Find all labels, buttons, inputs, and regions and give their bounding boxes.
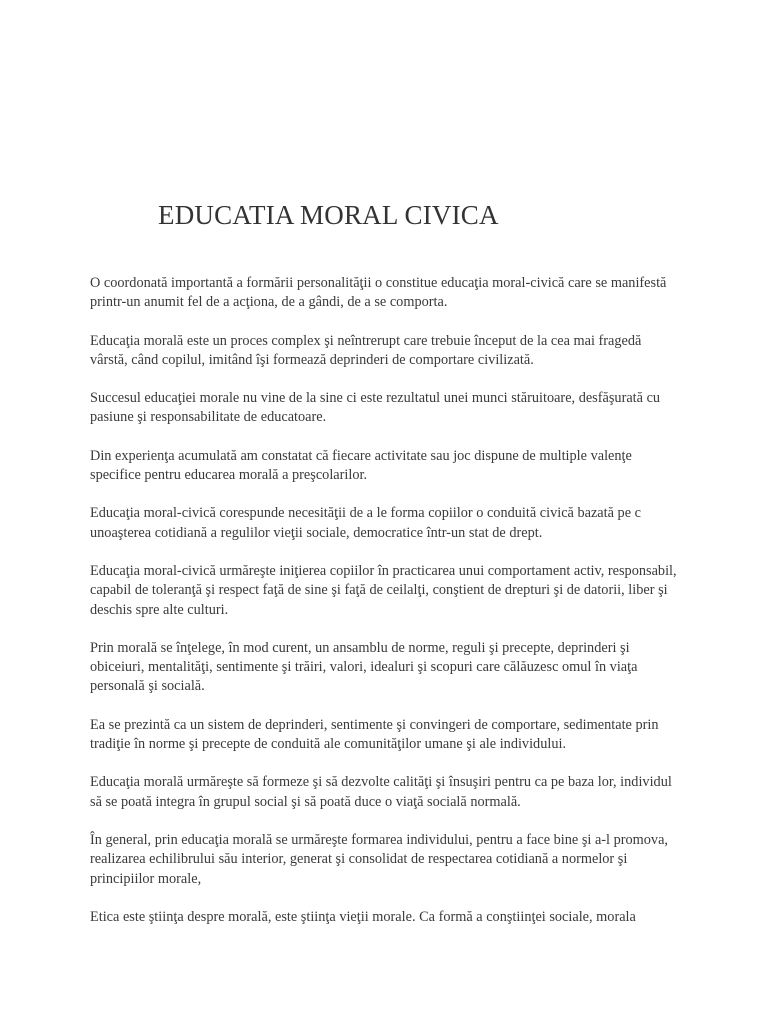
paragraph: Ea se prezintă ca un sistem de deprinderi, sentimente şi convingeri de comportare, sedimentate prin tradiţie în norme şi precepte de conduită ale comunităţilor umane şi ale individului. xyxy=(90,716,659,753)
paragraph: Educaţia moral-civică urmăreşte iniţierea copiilor în practicarea unui comportament activ, responsabil, capabil de toleranţă şi respect faţă de sine şi faţă de ceilalţi, conştient de drepturi şi de datorii, liber şi deschis spre alte culturi. xyxy=(90,562,677,618)
paragraph: Educaţia moral-civică corespunde necesităţii de a le forma copiilor o conduită civică bazată pe c unoaşterea cotidiană a regulilor vieţii sociale, democratice într-un stat de drept. xyxy=(90,505,641,541)
paragraph: Prin morală se înţelege, în mod curent, un ansamblu de norme, reguli şi precepte, deprinderi şi obiceiuri, mentalităţi, sentimente şi trăiri, valori, idealuri şi scopuri care călăuzesc omul în viaţa personală şi socială. xyxy=(90,639,638,695)
paragraph: Etica este ştiinţa despre morală, este ştiinţa vieţii morale. Ca formă a conştiinţei sociale, morala xyxy=(90,908,636,925)
paragraph: Educaţia morală este un proces complex şi neîntrerupt care trebuie început de la cea mai fragedă vârstă, când copilul, imitând îşi formează deprinderi de comportare civilizată. xyxy=(90,332,642,368)
paragraph: Din experienţa acumulată am constatat că fiecare activitate sau joc dispune de multiple valenţe specifice pentru educarea morală a preşcolarilor. xyxy=(90,447,632,484)
document-title: EDUCATIA MORAL CIVICA xyxy=(158,200,499,230)
document-body xyxy=(90,274,680,946)
paragraph: În general, prin educaţia morală se urmăreşte formarea individului, pentru a face bine şi a-l promova, realizarea echilibrului său interior, generat şi consolidat de respectarea cotidiană a normelor şi principiilor morale, xyxy=(90,831,668,887)
paragraph: Succesul educaţiei morale nu vine de la sine ci este rezultatul unei munci stăruitoare, desfăşurată cu pasiune şi responsabilitate de educatoare. xyxy=(90,390,661,426)
paragraph: O coordonată importantă a formării personalităţii o constitue educaţia moral-civică care se manifestă printr-un anumit fel de a acţiona, de a gândi, de a se comporta. xyxy=(90,275,667,311)
paragraph: Educaţia morală urmăreşte să formeze şi să dezvolte calităţi şi însuşiri pentru ca pe baza lor, individul să se poată integra în grupul social şi să poată duce o viaţă socială normală. xyxy=(90,774,672,810)
